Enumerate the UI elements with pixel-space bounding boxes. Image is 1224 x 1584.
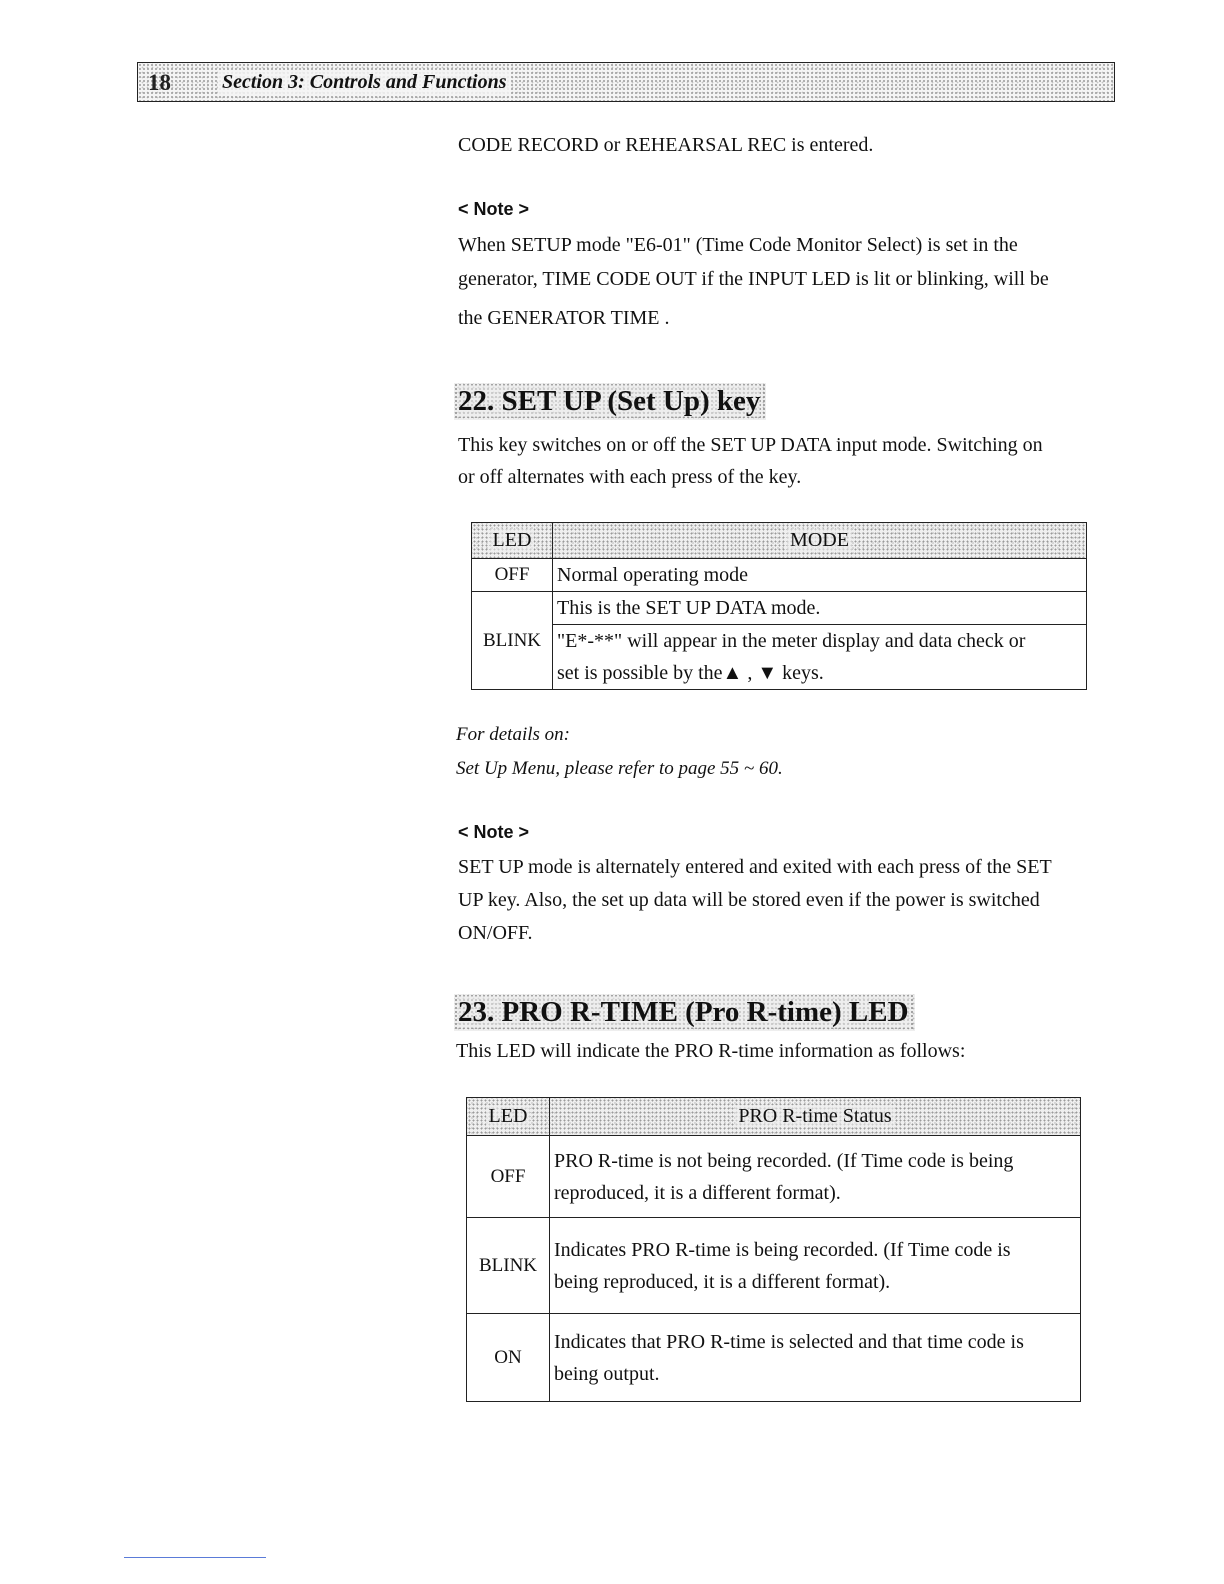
section-22-description: or off alternates with each press of the key. [458, 466, 802, 488]
section-title: Section 3: Controls and Functions [218, 71, 511, 94]
setup-led-table [471, 522, 1087, 690]
note-line: the GENERATOR TIME . [458, 307, 670, 329]
pro-rtime-led-table [466, 1097, 1081, 1402]
details-label: For details on: [456, 724, 570, 745]
status-description-cell [550, 1314, 1081, 1402]
table-header-led: LED [472, 523, 553, 559]
table-row [472, 625, 1087, 690]
mode-description-cell [553, 625, 1087, 690]
section-23-heading-text: 23. PRO R-TIME (Pro R-time) LED [458, 996, 909, 1028]
note-label: < Note > [458, 822, 530, 842]
led-state-cell: OFF [472, 559, 553, 592]
mode-description-cell: Normal operating mode [553, 559, 1087, 592]
status-description-line: Indicates PRO R-time is being recorded. (If Time code is [554, 1238, 1011, 1261]
page-number: 18 [148, 70, 171, 95]
note-line: ON/OFF. [458, 922, 533, 944]
table-header-row [472, 523, 1087, 559]
led-state-cell: BLINK [467, 1218, 550, 1314]
section-23-heading [454, 994, 915, 1031]
section-22-heading [454, 383, 766, 420]
table-header-row [467, 1098, 1081, 1136]
table-header-led: LED [467, 1098, 550, 1136]
table-row [467, 1218, 1081, 1314]
status-description-line: being reproduced, it is a different format). [554, 1270, 891, 1293]
table-header-mode: MODE [553, 523, 1087, 559]
mode-description-line: "E*-**" will appear in the meter display and data check or [557, 630, 1026, 652]
section-22-heading-text: 22. SET UP (Set Up) key [458, 385, 761, 417]
status-description-cell [550, 1136, 1081, 1218]
led-state-cell: OFF [467, 1136, 550, 1218]
table-row [472, 592, 1087, 625]
mode-description-line: set is possible by the▲ , ▼ keys. [557, 662, 824, 684]
table-header-status: PRO R-time Status [550, 1098, 1081, 1136]
mode-description-cell: This is the SET UP DATA mode. [553, 592, 1087, 625]
section-23-description: This LED will indicate the PRO R-time information as follows: [456, 1040, 966, 1062]
table-row [472, 559, 1087, 592]
details-reference: Set Up Menu, please refer to page 55 ~ 60. [456, 758, 783, 779]
table-row [467, 1314, 1081, 1402]
note-label: < Note > [458, 199, 530, 219]
status-description-cell [550, 1218, 1081, 1314]
continuation-text: CODE RECORD or REHEARSAL REC is entered. [458, 134, 874, 156]
status-description-line: Indicates that PRO R-time is selected and that time code is [554, 1330, 1024, 1353]
status-description-line: PRO R-time is not being recorded. (If Time code is being [554, 1149, 1014, 1172]
note-line: generator, TIME CODE OUT if the INPUT LED is lit or blinking, will be [458, 268, 1049, 290]
status-description-line: being output. [554, 1362, 660, 1385]
note-line: UP key. Also, the set up data will be stored even if the power is switched [458, 889, 1040, 911]
status-description-line: reproduced, it is a different format). [554, 1181, 841, 1204]
note-line: SET UP mode is alternately entered and exited with each press of the SET [458, 856, 1052, 878]
led-state-cell: ON [467, 1314, 550, 1402]
led-state-cell: BLINK [472, 592, 553, 690]
table-row [467, 1136, 1081, 1218]
footer-rule [124, 1557, 266, 1558]
section-22-description: This key switches on or off the SET UP DATA input mode. Switching on [458, 434, 1043, 456]
note-line: When SETUP mode "E6-01" (Time Code Monitor Select) is set in the [458, 234, 1018, 256]
